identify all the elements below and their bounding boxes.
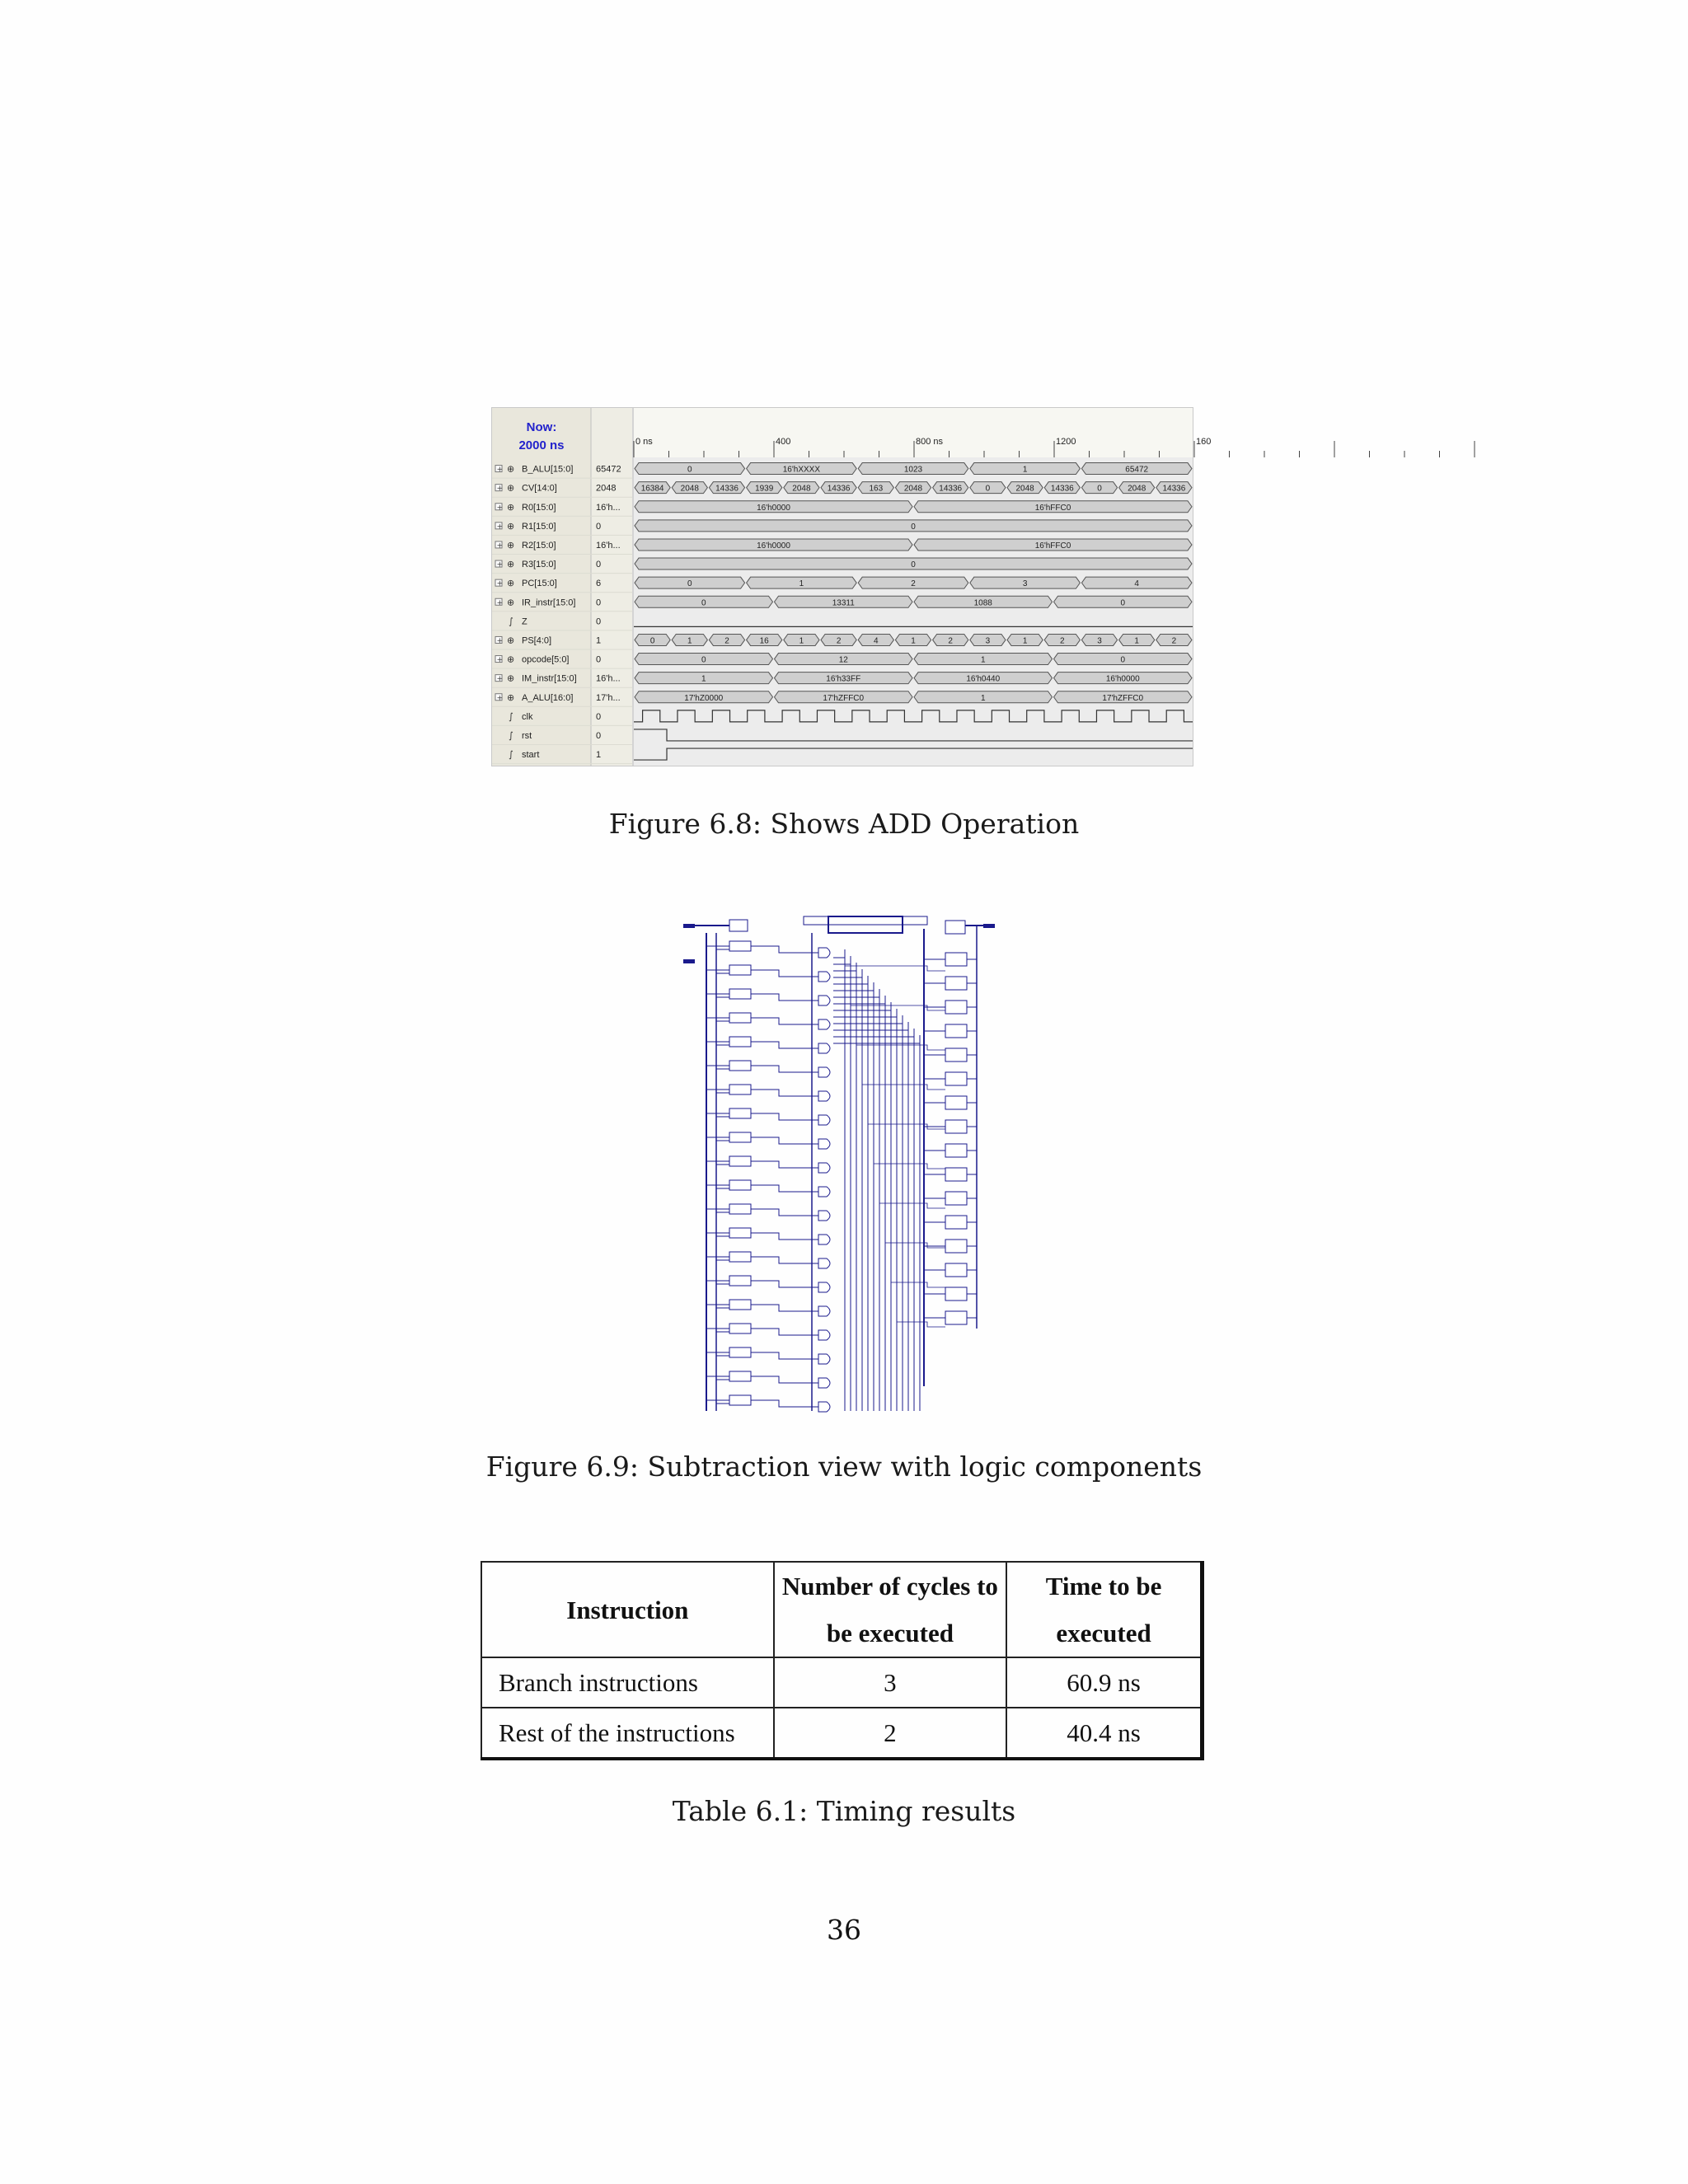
signal-name: R0[15:0]	[522, 502, 556, 513]
gate-symbol	[818, 1378, 830, 1388]
bus-value-label: 2048	[1015, 484, 1034, 494]
signal-icon: ∫	[509, 710, 513, 722]
wire	[751, 1209, 812, 1216]
header-instruction: Instruction	[481, 1562, 774, 1657]
bus-value-label: 16'h0000	[1105, 674, 1140, 684]
logic-block	[729, 965, 751, 975]
gate-symbol	[818, 1067, 830, 1077]
bus-value-label: 0	[1120, 655, 1126, 665]
logic-block	[729, 1085, 751, 1094]
register-block	[945, 1263, 967, 1277]
logic-block	[729, 1300, 751, 1310]
wire	[751, 970, 812, 977]
bus-value-label: 0	[1097, 484, 1102, 494]
gate-symbol	[818, 1115, 830, 1125]
plus-glyph: +	[496, 466, 504, 475]
routing-wire	[862, 1085, 945, 1090]
signal-icon: ⊕	[507, 578, 515, 589]
cell-time: 40.4 ns	[1006, 1708, 1202, 1759]
signal-icon: ⊕	[507, 559, 515, 570]
register-block	[945, 1072, 967, 1085]
logic-block	[729, 1395, 751, 1405]
logic-block	[729, 1324, 751, 1333]
bus-value-label: 0	[687, 579, 692, 589]
bus-frame	[804, 916, 927, 925]
routing-wire	[885, 1243, 945, 1248]
register-block	[945, 1048, 967, 1062]
signal-icon: ⊕	[507, 539, 515, 551]
wire	[751, 1400, 812, 1407]
gate-symbol	[818, 1163, 830, 1173]
signal-name: R2[15:0]	[522, 540, 556, 551]
input-port	[683, 959, 695, 963]
cell-instruction: Branch instructions	[481, 1657, 774, 1708]
plus-glyph: +	[496, 485, 504, 494]
gate-symbol	[818, 1258, 830, 1268]
bus-value-label: 1	[1022, 636, 1028, 646]
logic-block	[729, 1347, 751, 1357]
logic-block	[729, 1204, 751, 1214]
bus-value-label: 1023	[903, 465, 923, 475]
bus-value-label: 16'hFFC0	[1034, 503, 1071, 513]
signal-value: 0	[596, 598, 602, 608]
bus-value-label: 16'h0000	[757, 541, 790, 551]
signal-icon: ⊕	[507, 691, 515, 703]
bus-value-label: 16	[759, 636, 769, 646]
bus-value-label: 0	[701, 598, 706, 608]
bus-value-label: 17'hZ0000	[684, 693, 724, 703]
plus-glyph: +	[496, 694, 504, 703]
bus-value-label: 1	[687, 636, 692, 646]
signal-name: rst	[522, 730, 532, 741]
cell-instruction: Rest of the instructions	[481, 1708, 774, 1759]
bus-value-label: 3	[1097, 636, 1102, 646]
gate-symbol	[818, 1091, 830, 1101]
cell-cycles: 2	[774, 1708, 1006, 1759]
ruler-label: 0 ns	[635, 437, 653, 447]
gate-symbol	[818, 996, 830, 1005]
signal-name: start	[522, 750, 540, 761]
signal-value: 0	[596, 560, 602, 570]
logic-block	[729, 1156, 751, 1166]
signal-value: 0	[596, 521, 602, 532]
ruler-label: 1200	[1056, 437, 1076, 447]
cell-cycles: 3	[774, 1657, 1006, 1708]
figure-6-9-caption: Figure 6.9: Subtraction view with logic components	[485, 1451, 1203, 1483]
logic-block	[729, 1061, 751, 1071]
bus-value-label: 1	[799, 636, 804, 646]
signal-name: R3[15:0]	[522, 560, 556, 570]
signal-value: 0	[596, 654, 602, 665]
bus-value-label: 2	[1060, 636, 1065, 646]
wire	[751, 1305, 812, 1311]
register-block	[945, 1240, 967, 1253]
wire	[751, 1018, 812, 1024]
bus-value-label: 16'hFFC0	[1034, 541, 1071, 551]
wire	[751, 1352, 812, 1359]
signal-name: opcode[5:0]	[522, 654, 570, 665]
input-port	[683, 924, 695, 928]
register-block	[945, 1168, 967, 1181]
wire	[751, 1161, 812, 1168]
wire	[751, 1137, 812, 1144]
register-block	[945, 1144, 967, 1157]
plus-glyph: +	[496, 636, 504, 645]
register-block	[945, 1287, 967, 1301]
buffer-block	[945, 921, 965, 934]
signal-name: CV[14:0]	[522, 483, 557, 494]
buffer-block	[729, 920, 748, 931]
bus-value-label: 14336	[715, 484, 738, 494]
table-header-row	[481, 1562, 1203, 1657]
logic-block	[729, 1228, 751, 1238]
logic-block	[729, 1371, 751, 1381]
bus-value-label: 12	[838, 655, 848, 665]
signal-icon: ⊕	[507, 501, 515, 513]
logic-block	[729, 1132, 751, 1142]
signal-name: clk	[522, 711, 533, 722]
bus-value-label: 3	[985, 636, 991, 646]
routing-wire	[845, 966, 945, 971]
logic-block	[729, 1108, 751, 1118]
logic-schematic	[680, 916, 1010, 1411]
gate-symbol	[818, 1354, 830, 1364]
signal-icon: ∫	[509, 616, 513, 627]
register-block	[945, 1120, 967, 1133]
start-waveform	[634, 748, 1193, 760]
signal-name: B_ALU[15:0]	[522, 464, 574, 475]
wire	[751, 1090, 812, 1096]
cell-time: 60.9 ns	[1006, 1657, 1202, 1708]
routing-wire	[897, 1322, 945, 1327]
register-block	[945, 1096, 967, 1109]
logic-block	[729, 1013, 751, 1023]
routing-wire	[851, 1005, 945, 1010]
register-block	[945, 977, 967, 990]
page-number: 36	[827, 1914, 861, 1946]
bus-value-label: 1088	[973, 598, 992, 608]
bus-value-label: 0	[1120, 598, 1126, 608]
now-time: 2000 ns	[518, 438, 565, 452]
register-block	[945, 953, 967, 966]
bus-value-label: 16'h33FF	[826, 674, 861, 684]
signal-value: 0	[596, 711, 602, 722]
signal-value: 16'h...	[596, 502, 621, 513]
signal-icon: ⊕	[507, 673, 515, 684]
table-row	[481, 1657, 1203, 1708]
bus-value-label: 3	[1022, 579, 1028, 589]
signal-value: 16'h...	[596, 540, 621, 551]
bus-value-label: 0	[911, 522, 916, 532]
bus-value-label: 16'hXXXX	[782, 465, 821, 475]
bus-value-label: 2	[911, 579, 916, 589]
signal-value: 1	[596, 635, 602, 646]
bus-value-label: 14336	[1050, 484, 1074, 494]
logic-block	[729, 1180, 751, 1190]
ruler-label: 400	[776, 437, 791, 447]
waveform-canvas	[492, 408, 1212, 766]
bus-value-label: 2048	[1128, 484, 1146, 494]
wire	[751, 1233, 812, 1240]
signal-value: 17'h...	[596, 692, 621, 703]
now-label: Now:	[526, 420, 557, 434]
gate-symbol	[818, 948, 830, 958]
schematic-drawing	[680, 916, 1010, 1411]
bus-value-label: 0	[687, 465, 692, 475]
bus-value-label: 2048	[792, 484, 811, 494]
signal-icon: ⊕	[507, 520, 515, 532]
waveform-viewer	[491, 407, 1212, 766]
clock-waveform	[634, 710, 1193, 722]
plus-glyph: +	[496, 504, 504, 513]
bus-value-label: 0	[911, 560, 916, 570]
gate-symbol	[818, 1306, 830, 1316]
routing-wire	[879, 1203, 945, 1208]
bus-value-label: 0	[701, 655, 706, 665]
gate-symbol	[818, 1282, 830, 1292]
plus-glyph: +	[496, 675, 504, 684]
bus-value-label: 65472	[1125, 465, 1149, 475]
signal-value: 0	[596, 730, 602, 741]
bus-value-label: 13311	[832, 598, 855, 608]
routing-wire	[856, 1045, 945, 1050]
plus-glyph: +	[496, 598, 504, 607]
bus-value-label: 1939	[755, 484, 774, 494]
bus-value-label: 1	[980, 655, 986, 665]
bus-value-label: 1	[701, 674, 706, 684]
bus-value-label: 2048	[903, 484, 923, 494]
bus-value-label: 16384	[640, 484, 664, 494]
bus-value-label: 0	[985, 484, 991, 494]
bus-value-label: 0	[649, 636, 655, 646]
signal-icon: ⊕	[507, 654, 515, 665]
signal-name: Z	[522, 616, 528, 627]
output-port	[983, 924, 995, 928]
signal-name: R1[15:0]	[522, 521, 556, 532]
gate-symbol	[818, 1019, 830, 1029]
gate-symbol	[818, 1043, 830, 1053]
signal-name: IR_instr[15:0]	[522, 598, 576, 608]
ruler-label: 800 ns	[916, 437, 944, 447]
bus-value-label: 2	[724, 636, 729, 646]
bus-value-label: 1	[1134, 636, 1139, 646]
timing-table	[481, 1561, 1204, 1760]
ruler-label: 160	[1196, 437, 1212, 447]
bus-value-label: 2	[1171, 636, 1177, 646]
bus-value-label: 17'hZFFC0	[1102, 693, 1144, 703]
wire	[751, 1329, 812, 1335]
signal-value: 16'h...	[596, 673, 621, 684]
wire	[751, 946, 812, 953]
signal-icon: ⊕	[507, 635, 515, 646]
register-block	[945, 1192, 967, 1205]
logic-block	[729, 1037, 751, 1047]
signal-name: PS[4:0]	[522, 635, 552, 646]
gate-symbol	[818, 1139, 830, 1149]
wire	[751, 1042, 812, 1048]
bus-value-label: 14336	[827, 484, 851, 494]
wire	[751, 1257, 812, 1263]
register-block	[945, 1216, 967, 1229]
bus-value-label: 17'hZFFC0	[823, 693, 865, 703]
figure-6-8-caption: Figure 6.8: Shows ADD Operation	[608, 808, 1080, 840]
wire	[751, 1376, 812, 1383]
table-row	[481, 1708, 1203, 1759]
signal-value: 2048	[596, 483, 617, 494]
bus-value-label: 14336	[939, 484, 963, 494]
gate-symbol	[818, 1235, 830, 1244]
plus-glyph: +	[496, 579, 504, 588]
gate-symbol	[818, 972, 830, 982]
signal-name: A_ALU[16:0]	[522, 692, 574, 703]
bus-value-label: 16'h0440	[966, 674, 1001, 684]
bus-value-label: 1	[799, 579, 804, 589]
gate-symbol	[818, 1187, 830, 1197]
bus-value-label: 2	[836, 636, 842, 646]
ruler-band	[634, 408, 1193, 457]
register-block	[945, 1001, 967, 1014]
bus-value-label: 14336	[1162, 484, 1186, 494]
gate-symbol	[818, 1402, 830, 1412]
wire	[751, 1185, 812, 1192]
signal-icon: ⊕	[507, 463, 515, 475]
signal-value: 6	[596, 579, 602, 589]
signal-icon: ⊕	[507, 482, 515, 494]
register-block	[945, 1024, 967, 1038]
bus-value-label: 1	[1022, 465, 1028, 475]
logic-block	[729, 941, 751, 951]
gate-symbol	[818, 1211, 830, 1221]
wire	[751, 994, 812, 1001]
plus-glyph: +	[496, 523, 504, 532]
bus-value-label: 1	[980, 693, 986, 703]
wire	[751, 1281, 812, 1287]
logic-block	[729, 1276, 751, 1286]
bus-value-label: 4	[1134, 579, 1139, 589]
signal-value: 0	[596, 616, 602, 627]
header-cycles: Number of cycles to be executed	[774, 1562, 1006, 1657]
plus-glyph: +	[496, 656, 504, 665]
signal-value: 1	[596, 750, 602, 761]
bus-value-label: 2048	[680, 484, 699, 494]
plus-glyph: +	[496, 541, 504, 551]
bus-value-label: 2	[948, 636, 953, 646]
logic-block	[729, 989, 751, 999]
rst-waveform	[634, 729, 1193, 741]
bus-value-label: 16'h0000	[757, 503, 790, 513]
register-block	[945, 1311, 967, 1324]
bus-value-label: 163	[869, 484, 884, 494]
header-time: Time to be executed	[1006, 1562, 1202, 1657]
plus-glyph: +	[496, 560, 504, 569]
bus-value-label: 4	[874, 636, 879, 646]
wire	[751, 1066, 812, 1072]
routing-wire	[891, 1282, 945, 1287]
logic-block	[729, 1252, 751, 1262]
routing-wire	[874, 1164, 945, 1169]
signal-icon: ∫	[509, 729, 513, 741]
table-6-1-caption: Table 6.1: Timing results	[672, 1795, 1016, 1827]
gate-symbol	[818, 1330, 830, 1340]
signal-icon: ⊕	[507, 597, 515, 608]
signal-value: 65472	[596, 464, 621, 475]
signal-icon: ∫	[509, 749, 513, 761]
signal-name: PC[15:0]	[522, 579, 557, 589]
wire	[751, 1113, 812, 1120]
signal-name: IM_instr[15:0]	[522, 673, 577, 684]
bus-value-label: 1	[911, 636, 916, 646]
